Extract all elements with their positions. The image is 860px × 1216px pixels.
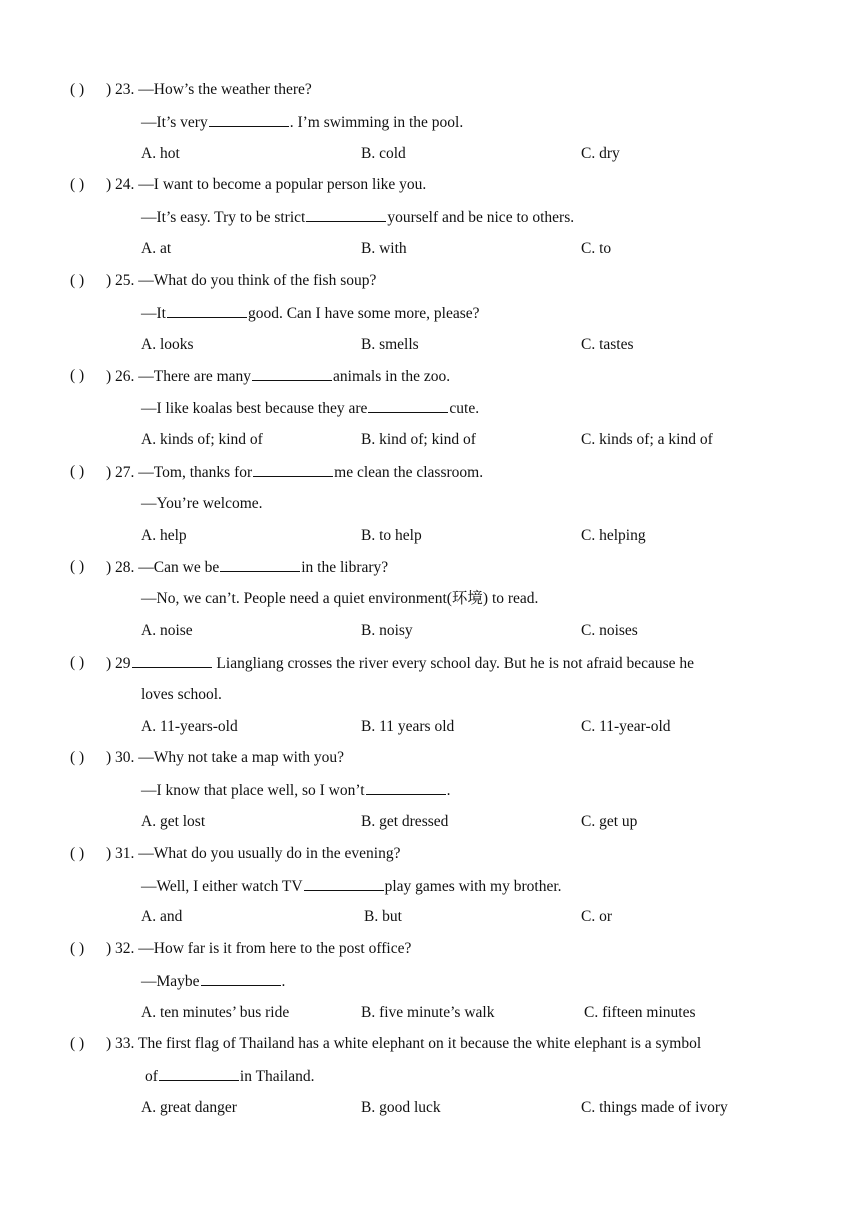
question-stem-continued: loves school. (141, 686, 222, 703)
option-c: C. 11-year-old (581, 718, 671, 735)
option-c: C. fifteen minutes (584, 1004, 696, 1021)
option-b: B. kind of; kind of (361, 431, 476, 448)
answer-blank (209, 112, 289, 127)
answer-paren: ( ) (70, 367, 85, 384)
option-c: C. noises (581, 622, 638, 639)
answer-blank (304, 876, 384, 891)
answer-blank (159, 1066, 239, 1081)
answer-blank (253, 462, 333, 477)
question-stem: ) 23. —How’s the weather there? (106, 81, 312, 98)
option-b: B. good luck (361, 1099, 441, 1116)
question-reply: —No, we can’t. People need a quiet environment(环境) to read. (141, 590, 539, 607)
question-stem: ) 29 Liangliang crosses the river every school day. But he is not afraid because he (106, 655, 695, 672)
answer-blank (132, 653, 212, 668)
option-a: A. at (141, 240, 172, 257)
question-reply: —I like koalas best because they are cute. (141, 400, 480, 417)
question-reply: —I know that place well, so I won’t . (141, 782, 451, 799)
option-c: C. tastes (581, 336, 634, 353)
option-c: C. get up (581, 813, 638, 830)
option-a: A. and (141, 908, 183, 925)
question-stem: ) 26. —There are many animals in the zoo. (106, 368, 451, 385)
option-c: C. things made of ivory (581, 1099, 728, 1116)
answer-blank (167, 303, 247, 318)
answer-blank (252, 366, 332, 381)
option-a: A. hot (141, 145, 180, 162)
option-c: C. helping (581, 527, 646, 544)
option-b: B. cold (361, 145, 406, 162)
answer-paren: ( ) (70, 654, 85, 671)
question-stem: ) 28. —Can we be in the library? (106, 559, 389, 576)
option-a: A. get lost (141, 813, 206, 830)
answer-paren: ( ) (70, 176, 85, 193)
option-b: B. five minute’s walk (361, 1004, 495, 1021)
answer-blank (366, 780, 446, 795)
answer-paren: ( ) (70, 845, 85, 862)
answer-paren: ( ) (70, 940, 85, 957)
option-a: A. ten minutes’ bus ride (141, 1004, 290, 1021)
question-stem: ) 27. —Tom, thanks for me clean the classroom. (106, 464, 484, 481)
question-stem: ) 30. —Why not take a map with you? (106, 749, 345, 766)
option-b: B. with (361, 240, 407, 257)
question-reply: —You’re welcome. (141, 495, 263, 512)
question-stem: ) 32. —How far is it from here to the post office? (106, 940, 412, 957)
question-stem: ) 31. —What do you usually do in the evening? (106, 845, 401, 862)
answer-paren: ( ) (70, 558, 85, 575)
option-b: B. get dressed (361, 813, 449, 830)
option-a: A. kinds of; kind of (141, 431, 263, 448)
answer-blank (306, 207, 386, 222)
question-stem: ) 25. —What do you think of the fish soup? (106, 272, 377, 289)
option-c: C. kinds of; a kind of (581, 431, 713, 448)
question-reply: —It’s easy. Try to be strict yourself and be nice to others. (141, 209, 575, 226)
option-b: B. to help (361, 527, 422, 544)
answer-paren: ( ) (70, 463, 85, 480)
question-stem-continued: of in Thailand. (145, 1068, 315, 1085)
option-a: A. help (141, 527, 187, 544)
answer-paren: ( ) (70, 749, 85, 766)
option-a: A. 11-years-old (141, 718, 238, 735)
answer-blank (368, 398, 448, 413)
answer-paren: ( ) (70, 1035, 85, 1052)
option-b: B. 11 years old (361, 718, 455, 735)
option-b: B. but (364, 908, 402, 925)
answer-blank (201, 971, 281, 986)
option-c: C. to (581, 240, 612, 257)
option-b: B. noisy (361, 622, 413, 639)
question-reply: —Well, I either watch TV play games with my brother. (141, 878, 562, 895)
option-a: A. looks (141, 336, 194, 353)
answer-blank (220, 557, 300, 572)
question-stem: ) 33. The first flag of Thailand has a white elephant on it because the white elephant is a symbol (106, 1035, 702, 1052)
option-c: C. or (581, 908, 612, 925)
answer-paren: ( ) (70, 81, 85, 98)
option-b: B. smells (361, 336, 419, 353)
question-reply: —Maybe . (141, 973, 286, 990)
question-stem: ) 24. —I want to become a popular person like you. (106, 176, 427, 193)
answer-paren: ( ) (70, 272, 85, 289)
option-c: C. dry (581, 145, 620, 162)
option-a: A. great danger (141, 1099, 237, 1116)
question-reply: —It good. Can I have some more, please? (141, 305, 480, 322)
question-reply: —It’s very . I’m swimming in the pool. (141, 114, 464, 131)
option-a: A. noise (141, 622, 193, 639)
